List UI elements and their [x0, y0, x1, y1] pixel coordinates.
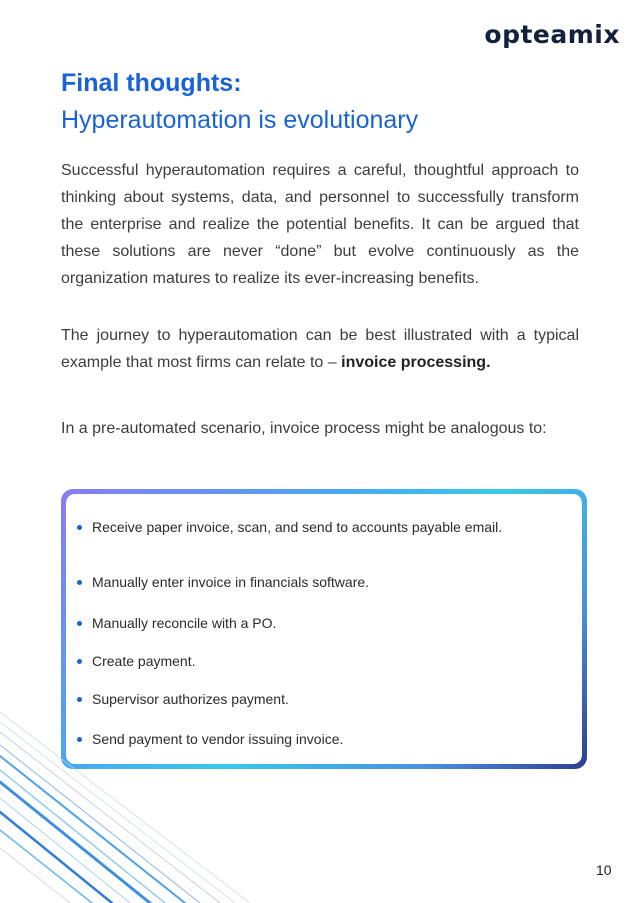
step-item: Receive paper invoice, scan, and send to accounts payable email. [92, 518, 552, 537]
step-item: Supervisor authorizes payment. [92, 690, 552, 709]
opteamix-logo: opteamix [484, 20, 620, 49]
step-item: Manually enter invoice in financials software. [92, 573, 552, 592]
page-number: 10 [596, 862, 612, 878]
step-item: Send payment to vendor issuing invoice. [92, 730, 552, 749]
section-title: Final thoughts: [61, 69, 242, 97]
decorative-lines [0, 690, 260, 903]
step-item: Manually reconcile with a PO. [92, 614, 552, 633]
scenario-paragraph: In a pre-automated scenario, invoice process might be analogous to: [61, 420, 547, 437]
intro-paragraph: Successful hyperautomation requires a careful, thoughtful approach to thinking about systems, data, and personnel to successfully transform the enterprise and realize the potential benefits. It can be argued that these solutions are never “done” but evolve continuously as the organization matures to realize its ever-increasing benefits. [61, 162, 579, 287]
section-subtitle: Hyperautomation is evolutionary [61, 106, 419, 134]
step-item: Create payment. [92, 652, 552, 671]
journey-paragraph [61, 322, 579, 376]
journey-emphasis: invoice processing. [341, 354, 491, 371]
journey-text: The journey to hyperautomation can be best illustrated with a typical example that most firms can relate to – [61, 327, 579, 371]
